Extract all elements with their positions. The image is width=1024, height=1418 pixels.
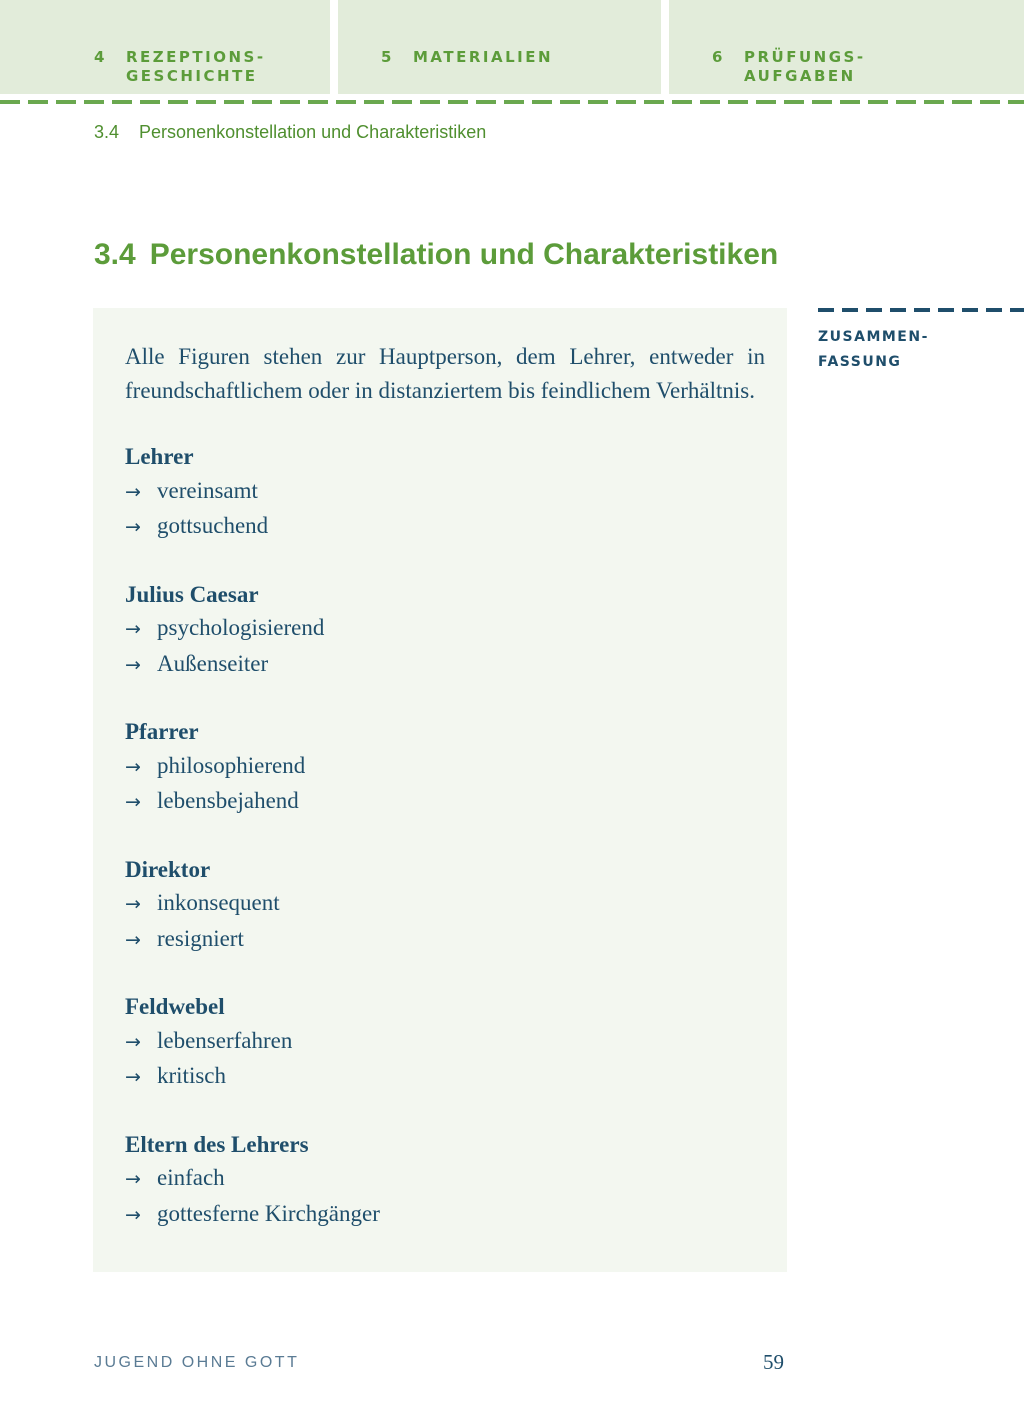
trait-text: inkonsequent: [157, 890, 280, 915]
character-group: [125, 715, 765, 820]
tab-label: REZEPTIONS- GESCHICHTE: [126, 48, 266, 85]
arrow-right-icon: →: [125, 755, 141, 778]
character-trait: [125, 1197, 765, 1233]
section-title-text: Personenkonstellation und Charakteristiken: [149, 238, 779, 271]
character-group: [125, 853, 765, 958]
arrow-right-icon: →: [125, 791, 141, 813]
summary-box: [93, 308, 787, 1272]
trait-text: gottesferne Kirchgänger: [157, 1200, 380, 1226]
summary-intro: Alle Figuren stehen zur Hauptperson, dem Lehrer, entweder in freundschaftlichem oder in distanziertem bis feindlichem Verhältnis.: [125, 344, 765, 403]
summary-content: [125, 340, 765, 1265]
trait-text: Außenseiter: [157, 650, 269, 676]
running-head-text: Personenkonstellation und Charakteristiken: [139, 122, 487, 142]
tab-number: 5: [381, 48, 394, 66]
running-head-number: 3.4: [94, 122, 120, 142]
character-group: [125, 440, 765, 545]
character-list: [125, 440, 765, 1232]
character-trait: [125, 749, 765, 785]
tab-label: PRÜFUNGS- AUFGABEN: [744, 48, 866, 85]
arrow-right-icon: →: [125, 653, 141, 676]
character-trait: [125, 1161, 765, 1197]
tab-number: 6: [712, 48, 725, 66]
trait-text: lebensbejahend: [157, 788, 299, 813]
section-number: 3.4: [94, 238, 136, 271]
character-trait: [125, 922, 765, 958]
arrow-right-icon: →: [125, 928, 141, 951]
character-group: [125, 578, 765, 683]
character-trait: [125, 611, 765, 647]
running-head: [94, 122, 486, 143]
character-trait: [125, 1024, 765, 1060]
trait-text: philosophierend: [157, 752, 306, 778]
tab-materialien[interactable]: [338, 0, 661, 94]
trait-text: kritisch: [157, 1063, 226, 1088]
character-name: Direktor: [125, 856, 211, 882]
tab-number: 4: [94, 48, 107, 66]
tab-label: MATERIALIEN: [413, 48, 554, 66]
sidebar-divider: [818, 308, 1024, 312]
tab-rezeptionsgeschichte[interactable]: [0, 0, 330, 94]
character-name: Lehrer: [125, 444, 194, 469]
trait-text: einfach: [157, 1165, 225, 1190]
arrow-right-icon: →: [125, 1030, 141, 1053]
arrow-right-icon: →: [125, 480, 141, 503]
character-trait: [125, 784, 765, 820]
character-trait: [125, 474, 765, 510]
character-group: [125, 1128, 765, 1233]
character-trait: [125, 647, 765, 683]
section-title: [94, 238, 778, 272]
arrow-right-icon: →: [125, 1203, 141, 1226]
sidebar-label: ZUSAMMEN- FASSUNG: [818, 329, 929, 370]
character-trait: [125, 1059, 765, 1095]
arrow-right-icon: →: [125, 893, 141, 915]
arrow-right-icon: →: [125, 1066, 141, 1088]
character-group: [125, 990, 765, 1095]
arrow-right-icon: →: [125, 1168, 141, 1190]
header-divider: [0, 100, 1024, 104]
character-name: Julius Caesar: [125, 581, 259, 607]
character-name: Eltern des Lehrers: [125, 1131, 309, 1157]
arrow-right-icon: →: [125, 516, 141, 538]
footer-book-title: JUGEND OHNE GOTT: [94, 1354, 300, 1371]
character-name: Pfarrer: [125, 719, 199, 744]
character-trait: [125, 509, 765, 545]
character-trait: [125, 886, 765, 922]
arrow-right-icon: →: [125, 618, 141, 640]
trait-text: gottsuchend: [157, 513, 269, 538]
trait-text: resigniert: [157, 925, 244, 951]
page-number: 59: [763, 1350, 784, 1374]
trait-text: vereinsamt: [157, 477, 258, 503]
character-name: Feldwebel: [125, 994, 225, 1019]
trait-text: lebenserfahren: [157, 1027, 293, 1053]
tab-pruefungsaufgaben[interactable]: [669, 0, 1024, 94]
trait-text: psychologisierend: [157, 615, 325, 640]
